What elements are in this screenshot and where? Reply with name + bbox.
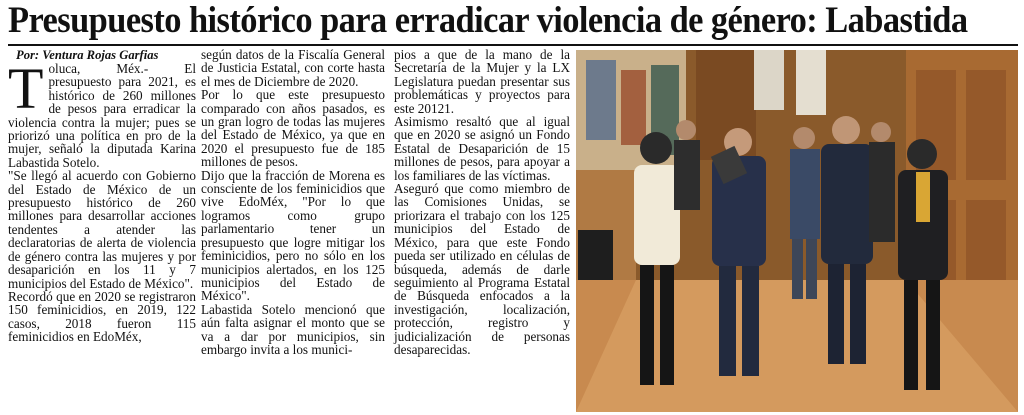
headline-rule — [8, 44, 1018, 46]
paragraph-text: oluca, Méx.- El presupuesto para 2021, es histórico de 260 millones de pesos para erradicar la violencia contra la mujer; pues se priorizó una política en pro de la mujer, señaló la diputada Karina Labastida Sotelo. — [8, 61, 196, 170]
paragraph: Labastida Sotelo mencionó que aún falta asignar el monto que se va a dar por municipios, sin embargo invita a los munici- — [201, 301, 385, 357]
article-column-1 — [8, 48, 196, 344]
article-column-2 — [201, 48, 385, 356]
drop-cap: T — [8, 56, 44, 121]
paragraph: Por lo que este presupuesto comparado con años pasados, es un gran logro de todas las mujeres del Estado de México, ya que en 2020 el presupuesto fue de 185 millones de pesos. — [201, 87, 385, 170]
photo-illustration — [576, 50, 1018, 412]
article-column-3 — [394, 48, 570, 356]
paragraph — [8, 56, 196, 170]
byline: Por: Ventura Rojas Garfias — [16, 48, 159, 62]
paragraph: Asimismo resaltó que al igual que en 2020 se asignó un Fondo Estatal de Desaparición de 15 millones de pesos, para apoyar a los familiares de las víctimas. — [394, 114, 570, 183]
paragraph: pios a que de la mano de la Secretaría de la Mujer y la LX Legislatura puedan presentar sus problemáticas y proyectos para este 20121. — [394, 47, 570, 116]
headline: Presupuesto histórico para erradicar violencia de género: Labastida — [8, 0, 968, 41]
paragraph: Aseguró que como miembro de las Comisiones Unidas, se priorizara el trabajo con los 125 municipios del Estado de México, para que este Fondo pueda ser utilizado en células de búsqueda, además de darle seguimiento al Programa Estatal de Búsqueda enfocados a la investigación, localización, protección, registro y judicialización de personas desaparecidas. — [394, 181, 570, 357]
paragraph: según datos de la Fiscalía General de Justicia Estatal, con corte hasta el mes de Diciembre de 2020. — [201, 47, 385, 89]
paragraph: Recordó que en 2020 se registraron 150 feminicidios, en 2019, 122 casos, 2018 fueron 115 feminicidios en EdoMéx, — [8, 288, 196, 345]
paragraph: "Se llegó al acuerdo con Gobierno del Estado de México de un presupuesto histórico de 260 millones para desarrollar acciones tendentes a atender las declaratorias de alerta de violencia de género contra las mujeres y por desaparición en los 11 y 7 municipios del Estado de México". — [8, 168, 196, 291]
news-photo — [576, 50, 1018, 412]
paragraph: Dijo que la fracción de Morena es consciente de los feminicidios que vive EdoMéx, "Por lo que logramos como grupo parlamentario tener un presupuesto que logre mitigar los feminicidios, pero no sólo en los municipios alertados, en los 125 municipios del Estado de México". — [201, 167, 385, 304]
